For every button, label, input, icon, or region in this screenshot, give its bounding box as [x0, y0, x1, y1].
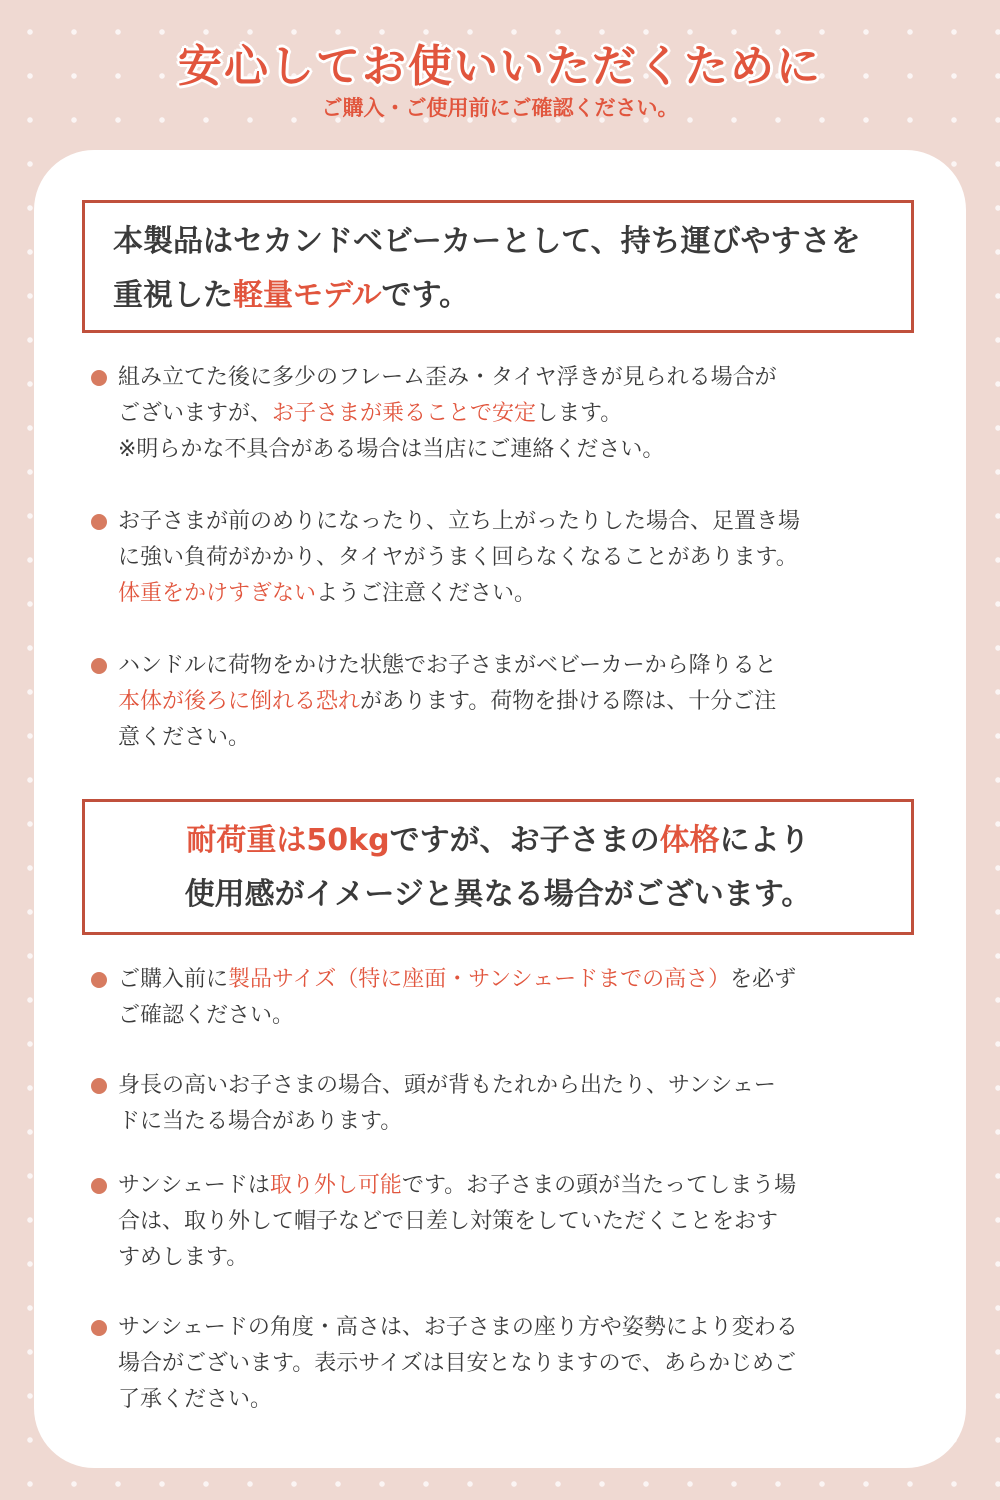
list-item-line: ご確認ください。	[118, 1003, 295, 1028]
page-subtitle: ご購入・ご使用前にご確認ください。	[321, 96, 679, 120]
list-item-line: ハンドルに荷物をかけた状態でお子さまがベビーカーから降りると	[118, 653, 777, 678]
list-item-line: サンシェードの角度・高さは、お子さまの座り方や姿勢により変わる	[118, 1315, 798, 1340]
list-item-line: 合は、取り外して帽子などで日差し対策をしていただくことをおす	[118, 1209, 779, 1234]
list-item-text: です。お子さまの頭が当たってしまう場	[401, 1173, 797, 1198]
list-item-line	[118, 1168, 918, 1204]
list-item-line: ※明らかな不具合がある場合は当店にご連絡ください。	[118, 437, 665, 462]
list-item-highlight: お子さまが乗ることで安定	[272, 401, 537, 426]
list-item-line: に強い負荷がかかり、タイヤがうまく回らなくなることがあります。	[118, 545, 798, 570]
list-item-text: ご購入前に	[118, 967, 229, 992]
list-item-highlight: 体重をかけすぎない	[118, 581, 317, 606]
content-card	[34, 150, 966, 1468]
list-item-line: 組み立てた後に多少のフレーム歪み・タイヤ浮きが見られる場合が	[118, 365, 777, 390]
list-item	[118, 504, 918, 612]
list-item-text: を必ず	[730, 967, 797, 992]
notice-box-lightweight	[82, 200, 914, 333]
list-item-line: 場合がございます。表示サイズは目安となりますので、あらかじめご	[118, 1351, 797, 1376]
list-item-line: お子さまが前のめりになったり、立ち上がったりした場合、足置き場	[118, 509, 801, 534]
notice-highlight: 耐荷重は50kg	[186, 823, 390, 858]
list-item-line: 了承ください。	[118, 1387, 273, 1412]
bullet-dot-icon	[91, 370, 107, 386]
notice-highlight: 軽量モデル	[233, 278, 382, 313]
bullet-dot-icon	[91, 658, 107, 674]
list-item-line	[118, 576, 918, 612]
page-header	[0, 0, 1000, 150]
list-item-highlight: 製品サイズ（特に座面・サンシェードまでの高さ）	[228, 967, 731, 992]
bullet-dot-icon	[91, 1320, 107, 1336]
notice-line: 本製品はセカンドベビーカーとして、持ち運びやすさを	[113, 224, 861, 259]
list-item-text: ようご注意ください。	[316, 581, 537, 606]
bullet-dot-icon	[91, 972, 107, 988]
page-title: 安心してお使いいただくために	[178, 41, 822, 92]
notice-text: です。	[381, 278, 470, 313]
notice-line: 使用感がイメージと異なる場合がございます。	[184, 877, 812, 912]
list-item-line: 身長の高いお子さまの場合、頭が背もたれから出たり、サンシェー	[118, 1073, 776, 1098]
list-item-text: サンシェードは	[118, 1173, 270, 1198]
notice-text: により	[719, 823, 810, 858]
list-item	[118, 1168, 918, 1276]
notice-text: 重視した	[113, 278, 233, 313]
list-item	[118, 360, 918, 468]
notice-line	[113, 269, 883, 323]
notice-highlight: 体格	[659, 823, 720, 858]
list-item	[118, 1068, 918, 1140]
list-item	[118, 648, 918, 756]
notice-text: ですが、お子さまの	[389, 823, 660, 858]
notice-box-load-capacity	[82, 799, 914, 935]
list-item-highlight: 本体が後ろに倒れる恐れ	[118, 689, 361, 714]
notice-line	[95, 814, 901, 868]
list-item-line	[118, 962, 918, 998]
list-item	[118, 962, 918, 1034]
bullet-dot-icon	[91, 514, 107, 530]
list-item-text: があります。荷物を掛ける際は、十分ご注	[360, 689, 777, 714]
list-item-text: します。	[536, 401, 623, 426]
list-item-line: 意ください。	[118, 725, 251, 750]
bullet-dot-icon	[91, 1178, 107, 1194]
bullet-dot-icon	[91, 1078, 107, 1094]
list-item	[118, 1310, 918, 1418]
list-item-highlight: 取り外し可能	[269, 1173, 402, 1198]
list-item-text: ございますが、	[118, 401, 273, 426]
list-item-line: ドに当たる場合があります。	[118, 1109, 403, 1134]
list-item-line	[118, 684, 918, 720]
list-item-line	[118, 396, 918, 432]
list-item-line: すめします。	[118, 1245, 249, 1270]
